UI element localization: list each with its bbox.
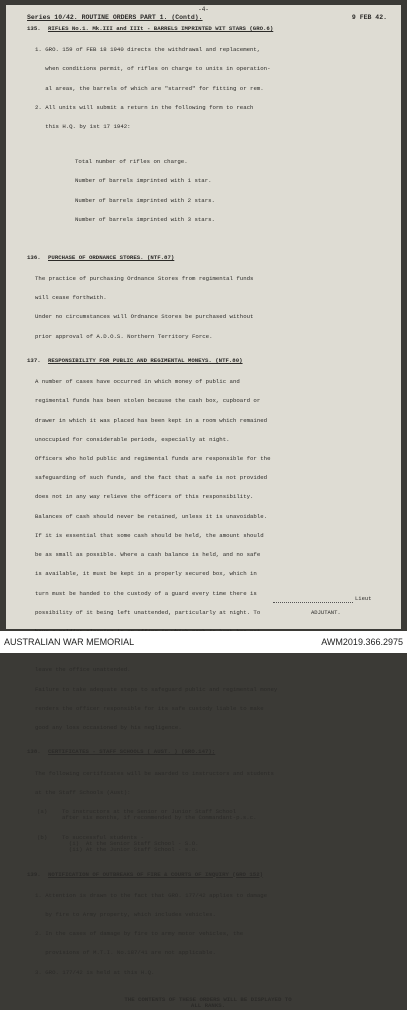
- text-line: The practice of purchasing Ordnance Stores from regimental funds: [35, 275, 254, 283]
- closing-line: ALL RANKS.: [190, 1002, 226, 1010]
- text-line: be as small as possible. Where a cash balance is held, and no safe: [35, 551, 261, 559]
- text-line: Under no circumstances will Ordnance Stores be purchased without: [35, 313, 254, 321]
- text-line: leave the office unattended.: [35, 666, 131, 674]
- orders-body: [27, 26, 389, 1010]
- item-text: To successful students - (i) At the Senior Staff School - S.O. (ii) At the Junior Staff School - s.o.: [62, 833, 199, 854]
- text-line: unoccupied for considerable periods, especially at night.: [35, 435, 230, 443]
- text-line: al areas, the barrels of which are "starred" for fitting or rem.: [35, 84, 264, 92]
- text-line: renders the officer responsible for its safe custody liable to make: [35, 704, 264, 712]
- section-number: 137.: [27, 356, 41, 364]
- text-line: drawer in which it was placed has been kept in a room which remained: [35, 416, 268, 424]
- text-line: 1. Attention is drawn to the fact that GRO. 177/42 applies to damage: [35, 891, 268, 899]
- signature-line: [273, 601, 353, 603]
- text-line: by fire to Army property, which includes vehicles.: [35, 911, 216, 919]
- section-title: NOTIFICATION OF OUTBREAKS OF FIRE & COURTS OF INQUIRY (GRO 152): [48, 870, 264, 878]
- section-137: [27, 358, 389, 744]
- item-label: (b): [37, 833, 48, 841]
- text-line: The following certificates will be awarded to instructors and students: [35, 769, 274, 777]
- archive-footer: [0, 631, 407, 653]
- text-line: Officers who hold public and regimental funds are responsible for the: [35, 455, 271, 462]
- closing-line: THE CONTENTS OF THESE ORDERS WILL BE DISPLAYED TO: [124, 995, 292, 1003]
- text-line: turn must be handed to the custody of a guard every time there is: [35, 589, 257, 597]
- text-line: prior approval of A.D.O.S. Northern Territory Force.: [35, 332, 213, 340]
- text-line: is available, it must be kept in a properly secured box, which in: [35, 570, 257, 578]
- closing-notice: [27, 997, 389, 1010]
- section-138: [27, 749, 389, 866]
- section-139: [27, 872, 389, 989]
- signature-title: ADJUTANT.: [311, 609, 341, 616]
- footer-accession-number: AWM2019.366.2975: [321, 637, 403, 647]
- text-line: A number of cases have occurred in which money of public and: [35, 378, 240, 386]
- header-date: 9 FEB 42.: [351, 14, 387, 21]
- text-line: 2. In the cases of damage by fire to army motor vehicles, the: [35, 930, 244, 938]
- section-number: 139.: [27, 870, 41, 878]
- return-item: Number of barrels imprinted with 3 stars.: [75, 215, 215, 223]
- text-line: 1. GRO. 159 of FEB 18 1940 directs the withdrawal and replacement,: [35, 46, 261, 54]
- certificate-item-b: [35, 835, 389, 854]
- section-title: RIFLES No.1. Mk.III and IIIt - BARRELS IMPRINTED WIT STARS (GRO.6): [48, 25, 274, 32]
- section-title: CERTIFICATES - STAFF SCHOOLS ( AUST. ) (GRO.147);: [48, 748, 216, 756]
- text-line: will cease forthwith.: [35, 294, 107, 302]
- text-line: Failure to take adequate steps to safeguard public and regimental money: [35, 685, 278, 693]
- section-title: RESPONSIBILITY FOR PUBLIC AND REGIMENTAL MONEYS. (NTF.80): [48, 356, 243, 364]
- section-number: 135.: [27, 25, 41, 32]
- text-line: when conditions permit, of rifles on charge to units in operation-: [35, 65, 271, 73]
- text-line: Balances of cash should never be retained, unless it is unavoidable.: [35, 512, 268, 520]
- text-line: does not in any way relieve the officers of this responsibility.: [35, 493, 254, 501]
- signature-rank: Lieut: [355, 595, 372, 602]
- return-item: Number of barrels imprinted with 2 stars.: [75, 196, 215, 204]
- text-line: regimental funds has been stolen because the cash box, cupboard or: [35, 397, 261, 405]
- text-line: If it is essential that some cash should be held, the amount should: [35, 531, 264, 539]
- return-item: Total number of rifles on charge.: [75, 158, 188, 166]
- text-line: provisions of M.T.I. No.187/41 are not applicable.: [35, 949, 216, 957]
- header-series: Series 10/42. ROUTINE ORDERS PART 1. (Contd).: [27, 14, 203, 21]
- text-line: possibility of it being left unattended, particularly at night. To: [35, 608, 261, 616]
- text-line: good any loss occasioned by his negligence.: [35, 724, 182, 732]
- text-line: 2. All units will submit a return in the following form to reach: [35, 103, 254, 111]
- certificate-item-a: [35, 809, 389, 822]
- section-number: 136.: [27, 253, 41, 261]
- section-number: 138.: [27, 748, 41, 756]
- footer-institution: AUSTRALIAN WAR MEMORIAL: [4, 637, 135, 647]
- page-number: -4-: [198, 6, 209, 13]
- section-136: [27, 255, 389, 353]
- item-text: To instructors at the Senior or Junior Staff School after six months, if recommended by the Commandant-p.s.c.: [62, 807, 257, 822]
- item-label: (a): [37, 807, 48, 815]
- text-line: 3. GRO. 177/42 is held at this H.Q.: [35, 968, 155, 976]
- text-line: safeguarding of such funds, and the fact that a safe is not provided: [35, 474, 268, 482]
- text-line: this H.Q. by 1st 17 1942:: [35, 123, 131, 131]
- section-135: [27, 26, 389, 249]
- text-line: at the Staff Schools (Aust):: [35, 788, 131, 796]
- section-title: PURCHASE OF ORDNANCE STORES. (NTF.87): [48, 253, 175, 261]
- return-item: Number of barrels imprinted with 1 star.: [75, 177, 212, 185]
